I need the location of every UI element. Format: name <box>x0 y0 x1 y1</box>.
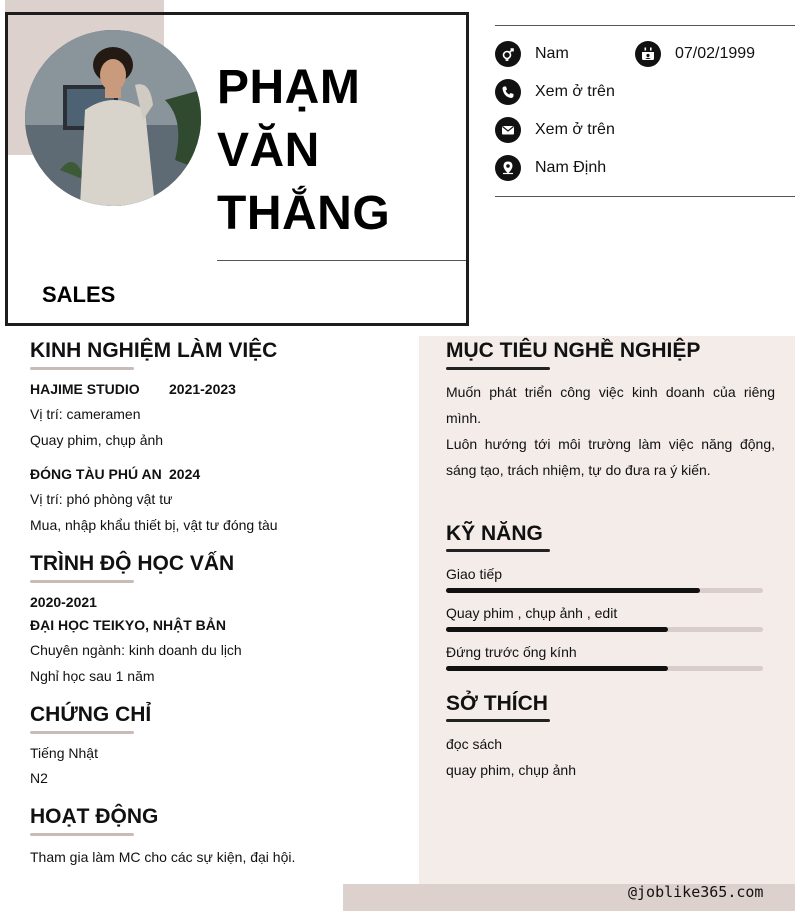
certificates-heading: CHỨNG CHỈ <box>30 703 152 726</box>
education-note: Nghỉ học sau 1 năm <box>30 668 155 684</box>
skill-1-fill <box>446 588 700 593</box>
hobbies-underline <box>446 719 550 722</box>
job-1-period: 2021-2023 <box>169 381 236 397</box>
job-1-company: HAJIME STUDIO <box>30 381 140 397</box>
skill-2-fill <box>446 627 668 632</box>
objective-heading: MỤC TIÊU NGHỀ NGHIỆP <box>446 339 701 362</box>
hobby-item-1: đọc sách <box>446 736 503 752</box>
address-value: Nam Định <box>535 159 607 176</box>
hobbies-heading: SỞ THÍCH <box>446 692 548 715</box>
name-line-2: VĂN <box>217 124 320 177</box>
skill-2-bar <box>446 627 763 632</box>
education-major: Chuyên ngành: kinh doanh du lịch <box>30 642 242 658</box>
email-icon <box>495 117 521 143</box>
activities-text: Tham gia làm MC cho các sự kiện, đại hội. <box>30 849 296 865</box>
education-heading: TRÌNH ĐỘ HỌC VẤN <box>30 552 235 575</box>
education-underline <box>30 580 134 583</box>
experience-underline <box>30 367 134 370</box>
contact-bottom-divider <box>495 196 795 197</box>
certificates-underline <box>30 731 134 734</box>
certificate-item-2: N2 <box>30 770 48 786</box>
birthday-value: 07/02/1999 <box>675 45 756 62</box>
contact-email <box>495 117 615 143</box>
objective-line-2: Luôn hướng tới môi trường làm việc năng động, sáng tạo, trách nhiệm, tự do đưa ra ý kiến. <box>446 436 775 478</box>
candidate-name <box>217 56 390 245</box>
job-title: SALES <box>42 282 116 307</box>
name-line-1: PHẠM <box>217 61 361 114</box>
contact-gender <box>495 41 569 67</box>
skill-3-fill <box>446 666 668 671</box>
contact-top-divider <box>495 25 795 26</box>
phone-icon <box>495 79 521 105</box>
name-divider <box>217 260 466 261</box>
job-2-description: Mua, nhập khẩu thiết bị, vật tư đóng tàu <box>30 517 278 533</box>
footer-watermark[interactable]: @joblike365.com <box>628 883 764 901</box>
skill-1-label: Giao tiếp <box>446 566 503 582</box>
education-period: 2020-2021 <box>30 594 97 610</box>
hobby-item-2: quay phim, chụp ảnh <box>446 762 576 778</box>
job-2-position: Vị trí: phó phòng vật tư <box>30 491 173 507</box>
email-value[interactable]: Xem ở trên <box>535 121 615 138</box>
gender-icon <box>495 41 521 67</box>
certificate-item-1: Tiếng Nhật <box>30 745 98 761</box>
name-line-3: THẮNG <box>217 187 391 240</box>
skill-2-label: Quay phim , chụp ảnh , edit <box>446 605 618 621</box>
skills-heading: KỸ NĂNG <box>446 522 543 545</box>
location-icon <box>495 155 521 181</box>
gender-value: Nam <box>535 45 569 62</box>
phone-value[interactable]: Xem ở trên <box>535 83 615 100</box>
job-2-company: ĐÓNG TÀU PHÚ AN <box>30 466 162 482</box>
avatar <box>25 30 201 206</box>
skill-1-bar <box>446 588 763 593</box>
activities-heading: HOẠT ĐỘNG <box>30 805 159 828</box>
contact-address <box>495 155 606 181</box>
activities-underline <box>30 833 134 836</box>
job-1-position: Vị trí: cameramen <box>30 406 141 422</box>
contact-phone <box>495 79 615 105</box>
contact-birthday <box>635 41 755 67</box>
objective-line-1: Muốn phát triển công việc kinh doanh của riêng mình. <box>446 384 775 426</box>
skill-3-bar <box>446 666 763 671</box>
job-2-period: 2024 <box>169 466 201 482</box>
calendar-icon <box>635 41 661 67</box>
education-school: ĐẠI HỌC TEIKYO, NHẬT BẢN <box>30 617 226 633</box>
objective-underline <box>446 367 550 370</box>
job-1-description: Quay phim, chụp ảnh <box>30 432 164 448</box>
experience-heading: KINH NGHIỆM LÀM VIỆC <box>30 339 278 362</box>
skills-underline <box>446 549 550 552</box>
skill-3-label: Đứng trước ống kính <box>446 644 577 660</box>
profile-photo <box>25 30 201 206</box>
